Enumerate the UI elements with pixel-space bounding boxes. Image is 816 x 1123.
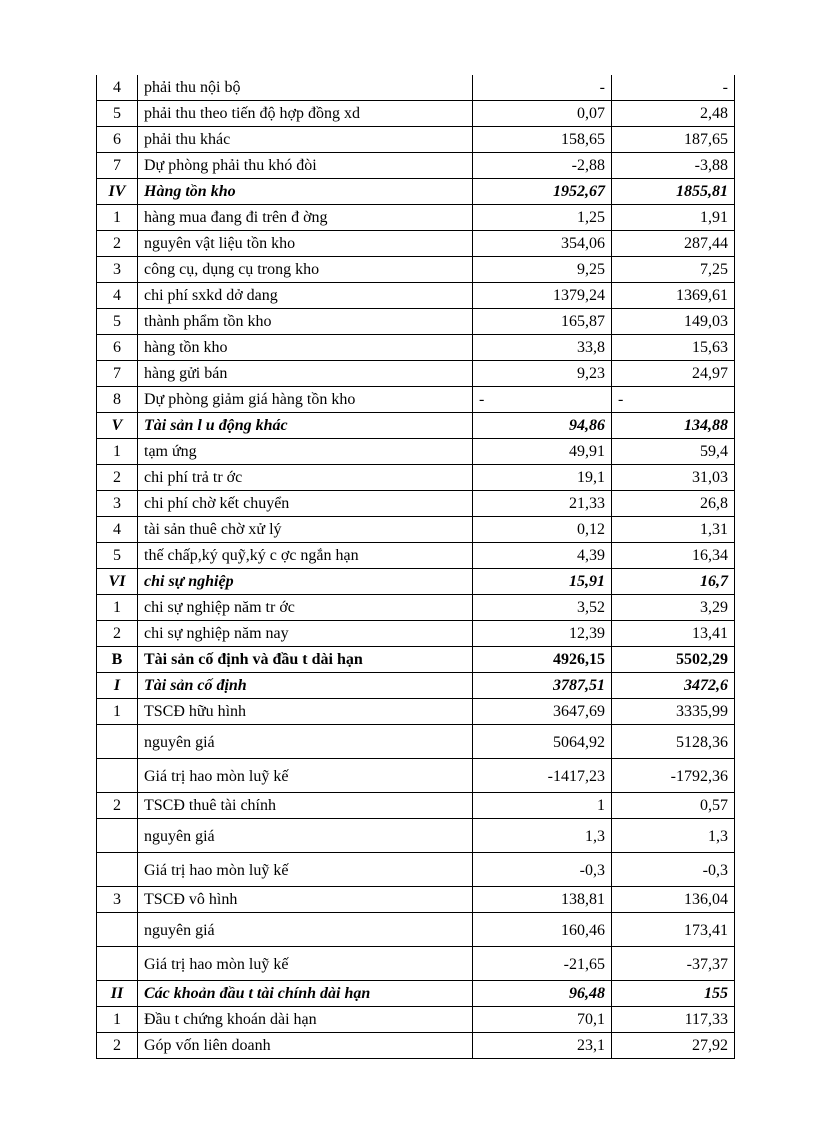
value-col-2: 134,88 [612, 413, 735, 439]
row-label: phải thu nội bộ [138, 75, 473, 101]
row-number: 2 [97, 793, 138, 819]
row-number [97, 853, 138, 887]
value-col-2: 2,48 [612, 101, 735, 127]
value-col-1: - [473, 75, 612, 101]
table-row [97, 361, 735, 387]
table-row [97, 517, 735, 543]
value-col-1: 9,23 [473, 361, 612, 387]
table-row [97, 819, 735, 853]
value-col-2: 136,04 [612, 887, 735, 913]
section-row [97, 647, 735, 673]
table-row [97, 853, 735, 887]
row-number: IV [97, 179, 138, 205]
value-col-2: 187,65 [612, 127, 735, 153]
table-row [97, 75, 735, 101]
value-col-1: - [473, 387, 612, 413]
row-label: tạm ứng [138, 439, 473, 465]
value-col-2: 1855,81 [612, 179, 735, 205]
value-col-1: 1 [473, 793, 612, 819]
value-col-2: 5502,29 [612, 647, 735, 673]
row-label: Dự phòng giảm giá hàng tồn kho [138, 387, 473, 413]
row-number: 3 [97, 257, 138, 283]
section-row [97, 413, 735, 439]
row-label: TSCĐ vô hình [138, 887, 473, 913]
row-label: nguyên giá [138, 819, 473, 853]
row-number: 1 [97, 205, 138, 231]
value-col-2: - [612, 75, 735, 101]
table-row [97, 1007, 735, 1033]
row-label: Tài sản cố định [138, 673, 473, 699]
row-label: Đầu t chứng khoán dài hạn [138, 1007, 473, 1033]
row-label: Góp vốn liên doanh [138, 1033, 473, 1059]
table-row [97, 759, 735, 793]
row-label: chi phí trả tr ớc [138, 465, 473, 491]
row-label: Giá trị hao mòn luỹ kế [138, 759, 473, 793]
value-col-1: 138,81 [473, 887, 612, 913]
row-number: 2 [97, 621, 138, 647]
value-col-2: 7,25 [612, 257, 735, 283]
balance-sheet-table [96, 75, 735, 1059]
table-row [97, 621, 735, 647]
value-col-2: 149,03 [612, 309, 735, 335]
value-col-2: -3,88 [612, 153, 735, 179]
row-number: 3 [97, 887, 138, 913]
value-col-2: 155 [612, 981, 735, 1007]
row-number: II [97, 981, 138, 1007]
value-col-2: 59,4 [612, 439, 735, 465]
value-col-2: 3472,6 [612, 673, 735, 699]
value-col-2: 24,97 [612, 361, 735, 387]
row-number [97, 819, 138, 853]
table-row [97, 913, 735, 947]
value-col-1: 1,25 [473, 205, 612, 231]
value-col-2: -37,37 [612, 947, 735, 981]
value-col-1: 4,39 [473, 543, 612, 569]
value-col-1: -21,65 [473, 947, 612, 981]
value-col-1: 158,65 [473, 127, 612, 153]
row-number: 4 [97, 75, 138, 101]
section-row [97, 673, 735, 699]
value-col-2: 1,3 [612, 819, 735, 853]
row-label: TSCĐ thuê tài chính [138, 793, 473, 819]
table-row [97, 543, 735, 569]
value-col-1: 165,87 [473, 309, 612, 335]
row-label: TSCĐ hữu hình [138, 699, 473, 725]
value-col-1: 4926,15 [473, 647, 612, 673]
value-col-2: 16,34 [612, 543, 735, 569]
row-label: Tài sản l u động khác [138, 413, 473, 439]
row-label: hàng gửi bán [138, 361, 473, 387]
table-row [97, 309, 735, 335]
table-row [97, 283, 735, 309]
row-number: 1 [97, 595, 138, 621]
value-col-1: 1379,24 [473, 283, 612, 309]
row-label: thành phẩm tồn kho [138, 309, 473, 335]
value-col-2: 117,33 [612, 1007, 735, 1033]
table-row [97, 153, 735, 179]
row-number: 2 [97, 231, 138, 257]
value-col-1: 1952,67 [473, 179, 612, 205]
value-col-1: -2,88 [473, 153, 612, 179]
row-number: VI [97, 569, 138, 595]
row-label: nguyên giá [138, 913, 473, 947]
row-label: Các khoản đầu t tài chính dài hạn [138, 981, 473, 1007]
value-col-1: 1,3 [473, 819, 612, 853]
row-number [97, 759, 138, 793]
row-label: hàng tồn kho [138, 335, 473, 361]
table-row [97, 699, 735, 725]
row-number: 5 [97, 543, 138, 569]
value-col-2: 27,92 [612, 1033, 735, 1059]
value-col-2: 3335,99 [612, 699, 735, 725]
value-col-1: 94,86 [473, 413, 612, 439]
row-label: hàng mua đang đi trên đ ờng [138, 205, 473, 231]
value-col-2: 1,31 [612, 517, 735, 543]
table-row [97, 725, 735, 759]
table-row [97, 205, 735, 231]
value-col-1: 0,12 [473, 517, 612, 543]
row-number: 2 [97, 465, 138, 491]
row-label: chi sự nghiệp [138, 569, 473, 595]
value-col-1: 5064,92 [473, 725, 612, 759]
value-col-1: 49,91 [473, 439, 612, 465]
value-col-1: 96,48 [473, 981, 612, 1007]
value-col-2: 15,63 [612, 335, 735, 361]
value-col-1: 23,1 [473, 1033, 612, 1059]
value-col-1: 70,1 [473, 1007, 612, 1033]
section-row [97, 179, 735, 205]
row-number: 8 [97, 387, 138, 413]
row-number [97, 725, 138, 759]
value-col-2: 26,8 [612, 491, 735, 517]
value-col-1: 3647,69 [473, 699, 612, 725]
section-row [97, 569, 735, 595]
value-col-2: 13,41 [612, 621, 735, 647]
table-row [97, 947, 735, 981]
row-number: 4 [97, 283, 138, 309]
row-label: Dự phòng phải thu khó đòi [138, 153, 473, 179]
value-col-2: 1,91 [612, 205, 735, 231]
row-number: 1 [97, 699, 138, 725]
row-number: 3 [97, 491, 138, 517]
row-number: B [97, 647, 138, 673]
row-number: V [97, 413, 138, 439]
value-col-1: 3787,51 [473, 673, 612, 699]
row-label: nguyên giá [138, 725, 473, 759]
value-col-1: 15,91 [473, 569, 612, 595]
value-col-1: 33,8 [473, 335, 612, 361]
value-col-2: -1792,36 [612, 759, 735, 793]
row-number: 5 [97, 101, 138, 127]
row-label: chi phí sxkd dở dang [138, 283, 473, 309]
value-col-2: 31,03 [612, 465, 735, 491]
row-label: Giá trị hao mòn luỹ kế [138, 853, 473, 887]
row-label: Hàng tồn kho [138, 179, 473, 205]
row-number: 6 [97, 127, 138, 153]
value-col-2: - [612, 387, 735, 413]
row-number: 5 [97, 309, 138, 335]
row-label: nguyên vật liệu tồn kho [138, 231, 473, 257]
value-col-2: 173,41 [612, 913, 735, 947]
row-label: công cụ, dụng cụ trong kho [138, 257, 473, 283]
table-row [97, 491, 735, 517]
section-row [97, 981, 735, 1007]
row-number: 2 [97, 1033, 138, 1059]
table-row [97, 231, 735, 257]
value-col-1: 3,52 [473, 595, 612, 621]
value-col-2: 16,7 [612, 569, 735, 595]
row-label: tài sản thuê chờ xử lý [138, 517, 473, 543]
row-number: 4 [97, 517, 138, 543]
row-number: I [97, 673, 138, 699]
row-number: 1 [97, 1007, 138, 1033]
table-row [97, 257, 735, 283]
table-row [97, 465, 735, 491]
row-label: chi phí chờ kết chuyển [138, 491, 473, 517]
row-label: phải thu theo tiến độ hợp đồng xd [138, 101, 473, 127]
row-label: Giá trị hao mòn luỹ kế [138, 947, 473, 981]
table-row [97, 793, 735, 819]
table-row [97, 127, 735, 153]
value-col-2: -0,3 [612, 853, 735, 887]
table-row [97, 335, 735, 361]
value-col-2: 287,44 [612, 231, 735, 257]
value-col-1: 0,07 [473, 101, 612, 127]
value-col-1: 9,25 [473, 257, 612, 283]
row-label: phải thu khác [138, 127, 473, 153]
value-col-1: 160,46 [473, 913, 612, 947]
table-row [97, 1033, 735, 1059]
table-row [97, 439, 735, 465]
value-col-1: 354,06 [473, 231, 612, 257]
row-number: 1 [97, 439, 138, 465]
value-col-2: 0,57 [612, 793, 735, 819]
value-col-1: 12,39 [473, 621, 612, 647]
value-col-1: 19,1 [473, 465, 612, 491]
row-label: thế chấp,ký quỹ,ký c ợc ngắn hạn [138, 543, 473, 569]
table-row [97, 595, 735, 621]
value-col-2: 3,29 [612, 595, 735, 621]
value-col-1: 21,33 [473, 491, 612, 517]
row-number: 7 [97, 153, 138, 179]
row-number [97, 913, 138, 947]
table-row [97, 887, 735, 913]
value-col-1: -0,3 [473, 853, 612, 887]
row-label: chi sự nghiệp năm tr ớc [138, 595, 473, 621]
table-row [97, 387, 735, 413]
value-col-2: 5128,36 [612, 725, 735, 759]
row-label: chi sự nghiệp năm nay [138, 621, 473, 647]
value-col-1: -1417,23 [473, 759, 612, 793]
row-number: 7 [97, 361, 138, 387]
value-col-2: 1369,61 [612, 283, 735, 309]
row-number: 6 [97, 335, 138, 361]
row-label: Tài sản cố định và đầu t dài hạn [138, 647, 473, 673]
row-number [97, 947, 138, 981]
table-row [97, 101, 735, 127]
